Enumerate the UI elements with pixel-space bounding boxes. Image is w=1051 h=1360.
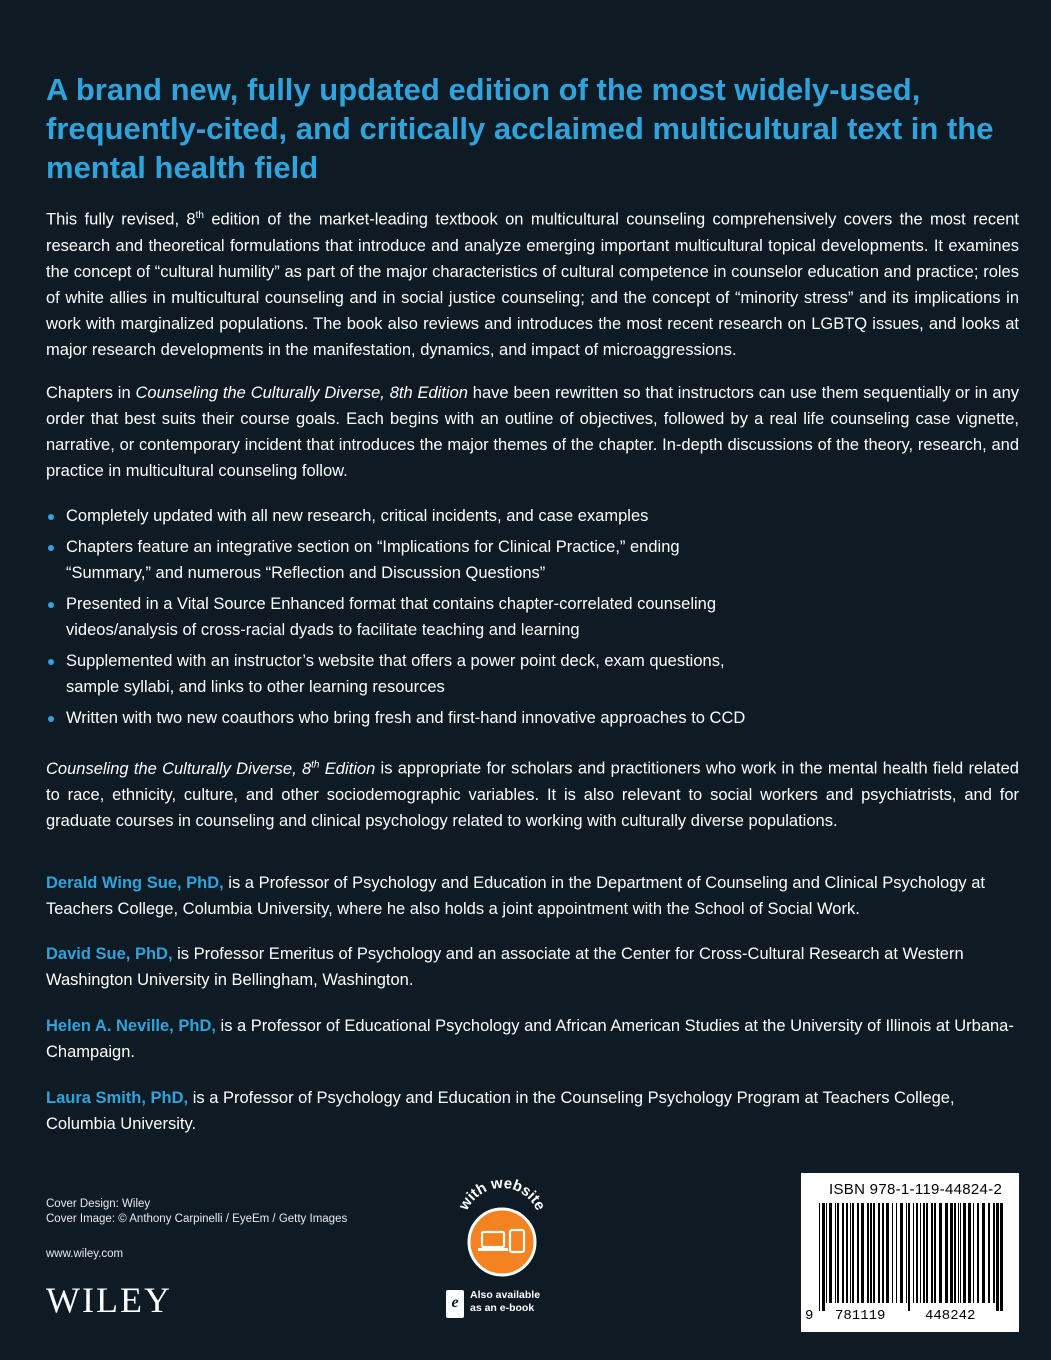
ebook-notice — [446, 1288, 566, 1328]
publisher-logo: WILEY — [46, 1280, 172, 1320]
ebook-text-line: as an e-book — [470, 1302, 535, 1314]
title-part: Counseling the Culturally Diverse, 8 — [46, 759, 312, 778]
author-bio-text: is Professor Emeritus of Psychology and an associate at the Center for Cross-Cultural Research at Western Washington University in Bellingham, Washington. — [46, 945, 964, 989]
cover-design-credit: Cover Design: Wiley — [46, 1198, 151, 1210]
barcode-digits-left: 781119 — [835, 1308, 886, 1324]
title-part: Edition — [319, 759, 376, 778]
publisher-website[interactable]: www.wiley.com — [46, 1248, 124, 1260]
author-bio — [46, 1085, 1019, 1137]
with-website-badge — [446, 1168, 558, 1278]
barcode-digits-right: 448242 — [925, 1308, 976, 1324]
chapters-paragraph — [46, 380, 1019, 484]
book-title-italic: Counseling the Culturally Diverse, 8th Edition — [135, 384, 468, 402]
isbn-number: ISBN 978-1-119-44824-2 — [829, 1181, 1003, 1198]
list-item — [46, 705, 1006, 731]
author-bio — [46, 870, 1019, 922]
list-item — [46, 591, 1006, 643]
ebook-icon: e — [446, 1290, 464, 1318]
headline: A brand new, fully updated edition of the most widely-used, frequently-cited, and critically acclaimed multicultural text in the mental health field — [46, 72, 994, 185]
barcode-digit-first: 9 — [805, 1308, 814, 1324]
barcode-icon — [815, 1203, 1005, 1311]
author-bio — [46, 1013, 1019, 1065]
audience-text: is appropriate for scholars and practitioners who work in the mental health field related to race, ethnicity, culture, and other sociodemographic variables. It is also relevant to social workers and psychiatrists, and for graduate courses in counseling and clinical psychology related to working with culturally diverse populations. — [46, 759, 1019, 830]
isbn-barcode-box — [801, 1173, 1019, 1332]
audience-paragraph — [46, 752, 1019, 834]
list-item-text: Completely updated with all new research, critical incidents, and case examples — [66, 507, 649, 525]
feature-list — [46, 503, 1006, 736]
cover-credits — [46, 1197, 347, 1227]
list-item-text: Written with two new coauthors who bring fresh and first-hand innovative approaches to CCD — [66, 709, 746, 727]
list-item-text: Supplemented with an instructor’s website that offers a power point deck, exam questions, sample syllabi, and links to other learning resources — [66, 652, 725, 696]
chapters-text-start: Chapters in — [46, 384, 136, 402]
intro-text-start: This fully revised, 8 — [46, 210, 196, 229]
chapters-text-rest: have been rewritten so that instructors can use them sequentially or in any order that best suits their course goals. Each begins with an outline of objectives, followed by a real life counseling case vignette, narrative, or contemporary incident that introduces the major themes of the chapter. In-depth discussions of the theory, research, and practice in multicultural counseling follow. — [46, 384, 1020, 480]
badge-arc-text: with website — [455, 1174, 549, 1214]
author-name: Laura Smith, PhD, — [46, 1089, 189, 1107]
ebook-text — [470, 1289, 540, 1315]
list-item — [46, 648, 1006, 700]
intro-text-rest: edition of the market-leading textbook on multicultural counseling comprehensively covers the most recent research and theoretical formulations that introduce and analyze emerging important multicultural topical developments. It examines the concept of “cultural humility” as part of the major characteristics of cultural competence in counselor education and practice; roles of white allies in multicultural counseling and in social justice counseling; and the concept of “minority stress” and its implications in work with marginalized populations. The book also reviews and introduces the most recent research on LGBTQ issues, and looks at major research developments in the manifestation, dynamics, and impact of microaggressions. — [46, 210, 1020, 359]
title-superscript: th — [311, 759, 320, 770]
list-item-text: Chapters feature an integrative section on “Implications for Clinical Practice,” ending “Summary,” and numerous “Reflection and Discussion Questions” — [66, 538, 680, 582]
list-item — [46, 503, 1006, 529]
author-name: Derald Wing Sue, PhD, — [46, 874, 224, 892]
website-badge-icon — [446, 1168, 558, 1278]
list-item — [46, 534, 1006, 586]
bullet-icon — [48, 716, 54, 722]
author-bio-text: is a Professor of Educational Psychology and African American Studies at the University of Illinois at Urbana-Champaign. — [46, 1017, 1014, 1061]
author-bio-text: is a Professor of Psychology and Education in the Counseling Psychology Program at Teachers College, Columbia University. — [46, 1089, 955, 1133]
ebook-text-line: Also available — [470, 1289, 541, 1301]
author-bio-text: is a Professor of Psychology and Education in the Department of Counseling and Clinical Psychology at Teachers College, Columbia University, where he also holds a joint appointment with the School of Social Work. — [46, 874, 985, 918]
book-title-italic — [46, 760, 375, 778]
bullet-icon — [48, 602, 54, 608]
author-name: David Sue, PhD, — [46, 945, 173, 963]
author-bio — [46, 941, 1019, 993]
bullet-icon — [48, 514, 54, 520]
author-name: Helen A. Neville, PhD, — [46, 1017, 216, 1035]
intro-paragraph — [46, 203, 1019, 363]
bullet-icon — [48, 545, 54, 551]
list-item-text: Presented in a Vital Source Enhanced format that contains chapter-correlated counseling videos/analysis of cross-racial dyads to facilitate teaching and learning — [66, 595, 717, 639]
cover-image-credit: Cover Image: © Anthony Carpinelli / EyeEm / Getty Images — [46, 1213, 348, 1225]
bullet-icon — [48, 659, 54, 665]
intro-superscript: th — [195, 210, 204, 221]
